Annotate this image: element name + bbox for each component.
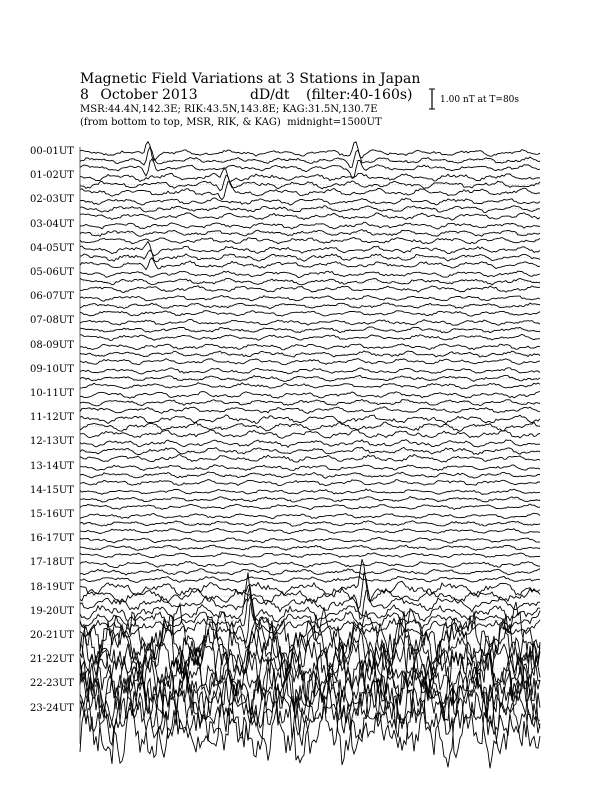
trace-kag bbox=[80, 319, 540, 325]
order-text: (from bottom to top, MSR, RIK, & KAG) bbox=[80, 117, 281, 128]
hour-label: 11-12UT bbox=[30, 412, 74, 424]
trace-msr bbox=[80, 455, 540, 462]
trace-rik bbox=[80, 399, 540, 405]
trace-rik bbox=[80, 573, 540, 610]
hour-label: 17-18UT bbox=[30, 557, 74, 569]
hour-label: 19-20UT bbox=[30, 605, 74, 617]
trace-msr bbox=[80, 311, 540, 317]
trace-kag bbox=[80, 222, 540, 229]
trace-rik bbox=[80, 375, 540, 381]
date-month: October bbox=[100, 87, 158, 103]
trace-kag bbox=[80, 465, 540, 471]
hour-label: 22-23UT bbox=[30, 678, 74, 690]
hour-label: 06-07UT bbox=[30, 291, 74, 303]
trace-kag bbox=[80, 538, 540, 543]
hour-label: 15-16UT bbox=[30, 509, 74, 520]
trace-msr bbox=[80, 334, 540, 340]
trace-rik bbox=[80, 569, 540, 575]
hour-label: 04-05UT bbox=[30, 242, 74, 254]
hour-label: 14-15UT bbox=[30, 484, 74, 496]
hour-label: 08-09UT bbox=[30, 339, 74, 351]
trace-rik bbox=[80, 545, 540, 550]
trace-msr bbox=[80, 480, 540, 486]
trace-msr bbox=[80, 383, 540, 389]
trace-msr bbox=[80, 504, 540, 510]
trace-kag bbox=[80, 392, 540, 399]
trace-msr bbox=[80, 553, 540, 558]
date-year: 2013 bbox=[162, 87, 198, 103]
trace-kag bbox=[80, 561, 540, 567]
trace-msr bbox=[80, 591, 540, 620]
hour-label: 16-17UT bbox=[30, 533, 74, 545]
hour-label: 09-10UT bbox=[30, 363, 74, 375]
trace-msr bbox=[80, 286, 540, 293]
chart-title: Magnetic Field Variations at 3 Stations in Japan bbox=[80, 71, 421, 87]
trace-rik bbox=[80, 472, 540, 478]
hour-label: 00-01UT bbox=[30, 146, 74, 157]
trace-rik bbox=[80, 447, 540, 454]
trace-msr bbox=[80, 528, 540, 533]
date-day: 8 bbox=[80, 87, 89, 103]
hour-label: 05-06UT bbox=[30, 267, 74, 278]
trace-msr bbox=[80, 159, 540, 178]
hour-label: 03-04UT bbox=[30, 218, 74, 230]
quantity-label: dD/dt bbox=[250, 87, 290, 103]
hour-label: 01-02UT bbox=[30, 170, 74, 182]
trace-rik bbox=[80, 250, 540, 262]
trace-kag bbox=[80, 198, 540, 205]
filter-label: (filter:40-160s) bbox=[306, 87, 413, 103]
hour-label: 02-03UT bbox=[30, 194, 74, 206]
trace-kag bbox=[80, 415, 540, 424]
trace-kag bbox=[80, 271, 540, 277]
stations-info: MSR:44.4N,142.3E; RIK:43.5N,143.8E; KAG:31.5N,130.7E bbox=[80, 104, 378, 115]
hour-label: 12-13UT bbox=[30, 436, 74, 448]
hour-label: 21-22UT bbox=[30, 654, 74, 666]
hour-label: 23-24UT bbox=[30, 702, 74, 714]
hour-label: 13-14UT bbox=[30, 460, 74, 472]
trace-kag bbox=[80, 296, 540, 302]
trace-msr bbox=[80, 359, 540, 365]
trace-msr bbox=[80, 213, 540, 220]
trace-msr bbox=[80, 430, 540, 439]
trace-msr bbox=[80, 258, 540, 270]
trace-kag bbox=[80, 489, 540, 494]
hour-label: 18-19UT bbox=[30, 581, 74, 593]
midnight-note: midnight=1500UT bbox=[287, 117, 382, 128]
hour-label: 10-11UT bbox=[30, 388, 74, 399]
trace-kag bbox=[80, 368, 540, 374]
trace-kag bbox=[80, 440, 540, 448]
hour-label: 07-08UT bbox=[30, 315, 74, 327]
trace-msr bbox=[80, 576, 540, 582]
trace-kag bbox=[80, 242, 540, 256]
hour-label: 20-21UT bbox=[30, 630, 74, 641]
scale-label: 1.00 nT at T=80s bbox=[440, 95, 520, 105]
trace-kag bbox=[80, 169, 540, 183]
trace-kag bbox=[80, 344, 540, 350]
trace-kag bbox=[80, 513, 540, 519]
trace-kag bbox=[80, 142, 540, 161]
trace-kag bbox=[80, 573, 540, 623]
trace-msr bbox=[80, 407, 540, 414]
trace-rik bbox=[80, 230, 540, 237]
